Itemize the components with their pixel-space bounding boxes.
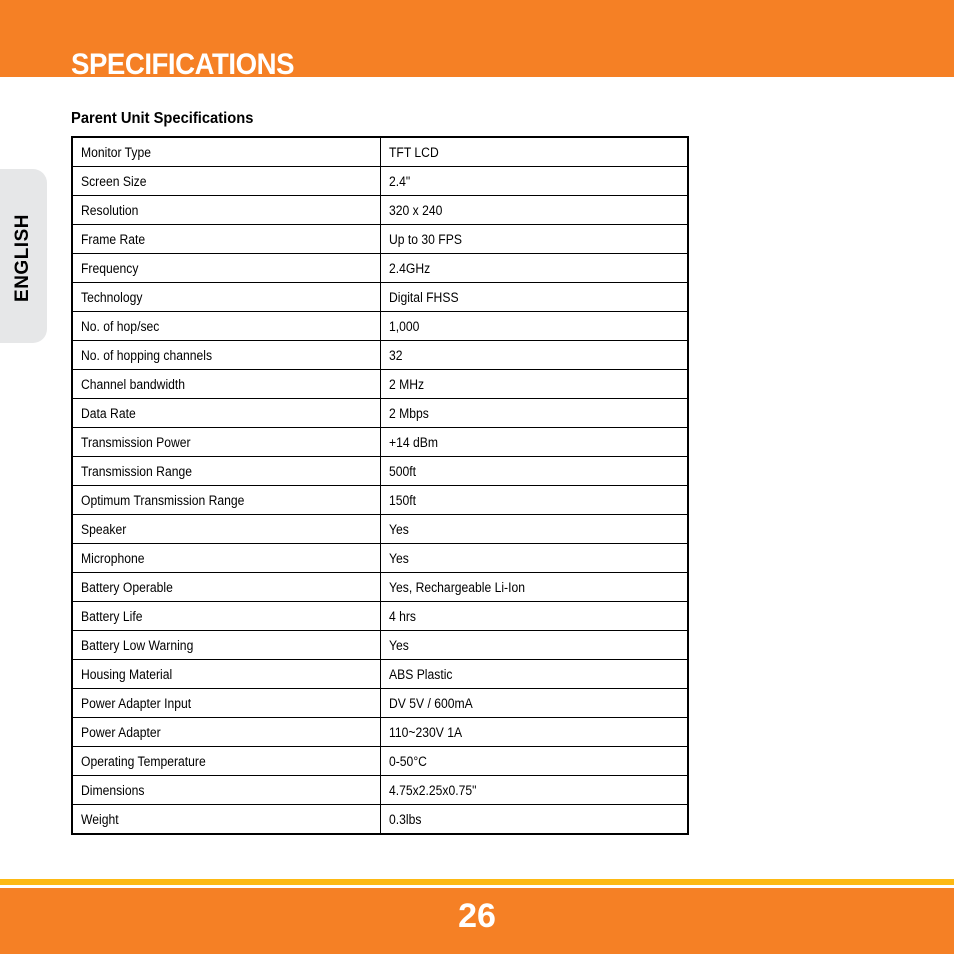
spec-value: Yes: [388, 550, 409, 566]
spec-value-cell: [380, 225, 688, 254]
spec-label-cell: [72, 573, 380, 602]
spec-label: Battery Low Warning: [81, 637, 194, 653]
spec-value-cell: [380, 457, 688, 486]
table-row: [72, 776, 688, 805]
spec-label-cell: [72, 631, 380, 660]
spec-value: DV 5V / 600mA: [388, 695, 473, 711]
spec-label: Battery Operable: [81, 579, 173, 595]
spec-value-cell: [380, 776, 688, 805]
spec-value: Yes: [388, 637, 409, 653]
spec-label-cell: [72, 515, 380, 544]
spec-label: Technology: [81, 289, 143, 305]
spec-label-cell: [72, 196, 380, 225]
spec-value: 0.3lbs: [388, 811, 421, 827]
table-row: [72, 747, 688, 776]
spec-label-cell: [72, 747, 380, 776]
spec-label-cell: [72, 602, 380, 631]
spec-label-cell: [72, 428, 380, 457]
table-row: [72, 457, 688, 486]
table-row: [72, 544, 688, 573]
language-tab-label: ENGLISH: [12, 214, 33, 302]
table-row: [72, 196, 688, 225]
spec-value: 0-50°C: [388, 753, 427, 769]
table-row: [72, 341, 688, 370]
spec-value: 320 x 240: [388, 202, 442, 218]
spec-label: Monitor Type: [81, 144, 152, 160]
spec-value: +14 dBm: [388, 434, 438, 450]
spec-value-cell: [380, 283, 688, 312]
spec-value: 32: [388, 347, 403, 363]
spec-value-cell: [380, 544, 688, 573]
spec-value-cell: [380, 399, 688, 428]
spec-label: Power Adapter Input: [81, 695, 192, 711]
spec-value: Up to 30 FPS: [388, 231, 462, 247]
table-row: [72, 515, 688, 544]
spec-label-cell: [72, 718, 380, 747]
spec-label-cell: [72, 776, 380, 805]
spec-value: Yes: [388, 521, 409, 537]
spec-label-cell: [72, 137, 380, 167]
spec-label: Transmission Power: [81, 434, 191, 450]
spec-value: 1,000: [388, 318, 419, 334]
table-row: [72, 718, 688, 747]
spec-label: No. of hopping channels: [81, 347, 213, 363]
table-row: [72, 631, 688, 660]
spec-label: Power Adapter: [81, 724, 161, 740]
spec-label: Data Rate: [81, 405, 136, 421]
page-number: 26: [458, 897, 496, 935]
spec-label-cell: [72, 225, 380, 254]
spec-value: 2 Mbps: [388, 405, 429, 421]
spec-table-body: [72, 137, 688, 834]
spec-value-cell: [380, 805, 688, 835]
spec-value-cell: [380, 312, 688, 341]
spec-label: Optimum Transmission Range: [81, 492, 245, 508]
table-row: [72, 399, 688, 428]
spec-value-cell: [380, 718, 688, 747]
spec-label: Frame Rate: [81, 231, 146, 247]
spec-value: 4.75x2.25x0.75": [388, 782, 476, 798]
spec-label: Speaker: [81, 521, 127, 537]
spec-value-cell: [380, 254, 688, 283]
spec-value-cell: [380, 196, 688, 225]
table-row: [72, 805, 688, 835]
table-row: [72, 660, 688, 689]
spec-value-cell: [380, 370, 688, 399]
spec-label-cell: [72, 312, 380, 341]
footer-accent-stripe: [0, 879, 954, 885]
table-row: [72, 137, 688, 167]
spec-value-cell: [380, 428, 688, 457]
spec-value: 4 hrs: [388, 608, 416, 624]
spec-value-cell: [380, 137, 688, 167]
spec-label: Resolution: [81, 202, 139, 218]
spec-value: 110~230V 1A: [388, 724, 462, 740]
spec-label: No. of hop/sec: [81, 318, 160, 334]
spec-label: Frequency: [81, 260, 139, 276]
table-row: [72, 225, 688, 254]
table-row: [72, 167, 688, 196]
spec-label: Battery Life: [81, 608, 143, 624]
spec-value-cell: [380, 660, 688, 689]
spec-label-cell: [72, 805, 380, 835]
section-heading: Parent Unit Specifications: [71, 110, 254, 127]
spec-value-cell: [380, 167, 688, 196]
table-row: [72, 283, 688, 312]
table-row: [72, 254, 688, 283]
spec-label: Channel bandwidth: [81, 376, 186, 392]
spec-value: Digital FHSS: [388, 289, 459, 305]
spec-value-cell: [380, 631, 688, 660]
spec-value-cell: [380, 689, 688, 718]
table-row: [72, 370, 688, 399]
spec-label-cell: [72, 254, 380, 283]
spec-label-cell: [72, 689, 380, 718]
spec-label-cell: [72, 283, 380, 312]
spec-value-cell: [380, 515, 688, 544]
spec-label-cell: [72, 341, 380, 370]
spec-value: Yes, Rechargeable Li-Ion: [388, 579, 525, 595]
spec-label: Operating Temperature: [81, 753, 206, 769]
spec-value-cell: [380, 486, 688, 515]
spec-value-cell: [380, 602, 688, 631]
spec-label-cell: [72, 660, 380, 689]
spec-label-cell: [72, 167, 380, 196]
table-row: [72, 602, 688, 631]
spec-label: Screen Size: [81, 173, 147, 189]
spec-value-cell: [380, 573, 688, 602]
table-row: [72, 428, 688, 457]
spec-value: 2.4GHz: [388, 260, 430, 276]
spec-label: Dimensions: [81, 782, 145, 798]
spec-value: 2.4": [388, 173, 410, 189]
spec-value: ABS Plastic: [388, 666, 452, 682]
spec-value: 500ft: [388, 463, 416, 479]
spec-value: TFT LCD: [388, 144, 439, 160]
table-row: [72, 689, 688, 718]
spec-label-cell: [72, 370, 380, 399]
table-row: [72, 312, 688, 341]
spec-label: Housing Material: [81, 666, 173, 682]
spec-label: Microphone: [81, 550, 145, 566]
spec-value-cell: [380, 341, 688, 370]
spec-label-cell: [72, 486, 380, 515]
spec-label-cell: [72, 399, 380, 428]
spec-label-cell: [72, 457, 380, 486]
spec-value: 150ft: [388, 492, 416, 508]
spec-label: Transmission Range: [81, 463, 192, 479]
table-row: [72, 573, 688, 602]
spec-value-cell: [380, 747, 688, 776]
spec-label: Weight: [81, 811, 119, 827]
spec-label-cell: [72, 544, 380, 573]
spec-value: 2 MHz: [388, 376, 424, 392]
page-title: SPECIFICATIONS: [71, 48, 295, 81]
table-row: [72, 486, 688, 515]
spec-table: [71, 136, 689, 835]
